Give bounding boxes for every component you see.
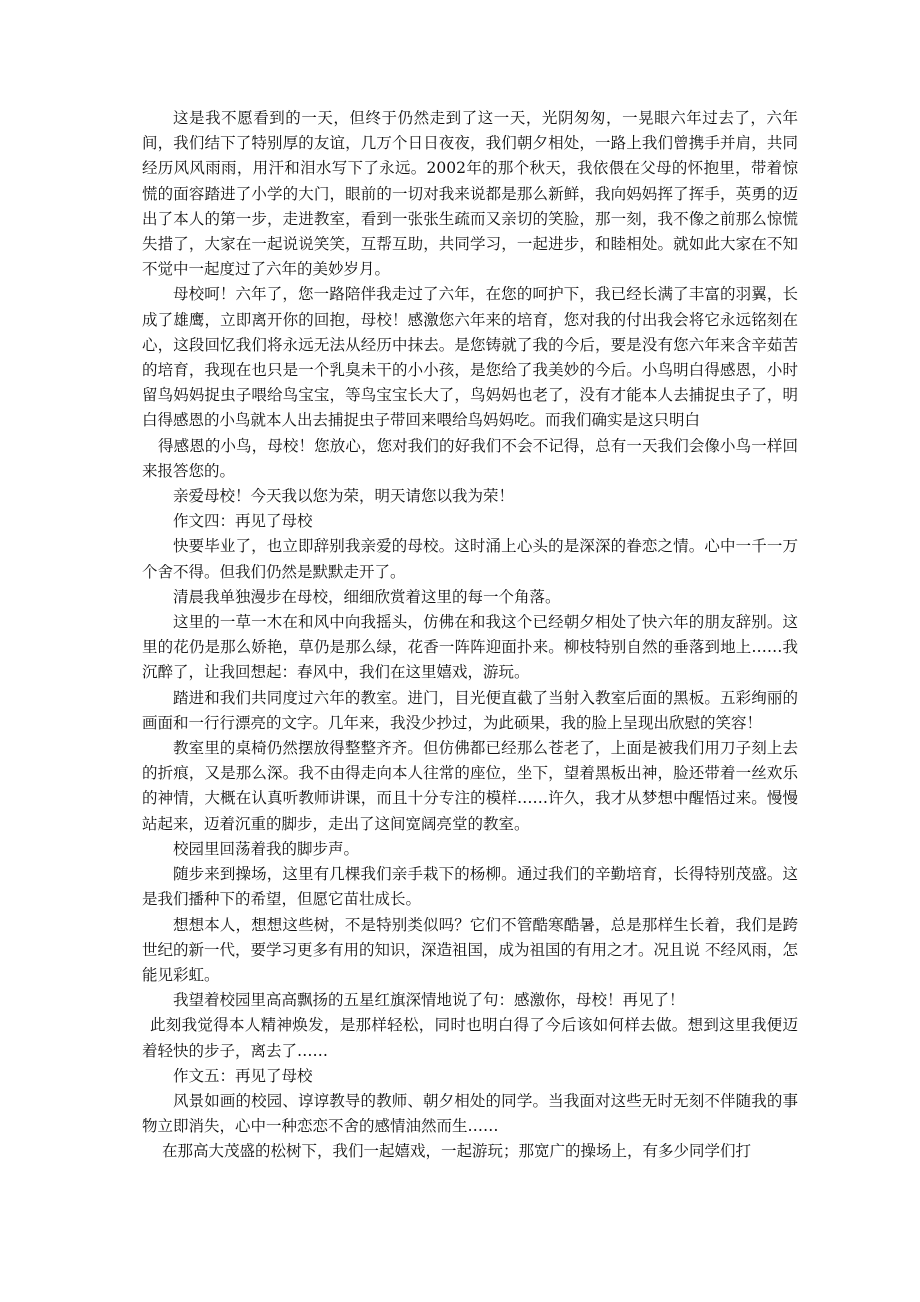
paragraph-intro: 这是我不愿看到的一天，但终于仍然走到了这一天，光阴匆匆，一晃眼六年过去了，六年间，我们结下了特别厚的友谊，几万个日日夜夜，我们朝夕相处，一路上我们曾携手并肩，共同经历风风雨雨，用汗和泪水写下了永远。2002年的那个秋天，我依偎在父母的怀抱里，带着惊慌的面容踏进了小学的大门，眼前的一切对我来说都是那么新鲜，我向妈妈挥了挥手，英勇的迈出了本人的第一步，走进教室，看到一张张生疏而又亲切的笑脸，那一刻，我不像之前那么惊慌失措了，大家在一起说说笑笑，互帮互助，共同学习，一起进步，和睦相处。就如此大家在不知不觉中一起度过了六年的美妙岁月。 — [142, 109, 798, 279]
paragraph-grateful-bird: 得感恩的小鸟，母校！您放心，您对我们的好我们不会不记得，总有一天我们会像小鸟一样回来报答您的。 — [142, 436, 798, 480]
paragraph-proud: 亲爱母校！今天我以您为荣，明天请您以我为荣！ — [173, 487, 515, 506]
essay-heading-four: 作文四：再见了母校 — [173, 512, 313, 531]
paragraph-morning-walk: 清晨我单独漫步在母校，细细欣赏着这里的每一个角落。 — [173, 587, 561, 606]
paragraph-desks: 教室里的桌椅仍然摆放得整整齐齐。但仿佛都已经那么苍老了，上面是被我们用刀子刻上去的折痕，又是那么深。我不由得走向本人往常的座位，坐下，望着黑板出神，脸还带着一丝欢乐的神情，大概在认真听教师讲课，而且十分专注的模样……许久，我才从梦想中醒悟过来。慢慢站起来，迈着沉重的脚步，走出了这间宽阔亮堂的教室。 — [142, 739, 798, 833]
paragraph-reflection: 想想本人，想想这些树，不是特别类似吗？它们不管酷寒酷暑，总是那样生长着，我们是跨世纪的新一代，要学习更多有用的知识，深造祖国，成为祖国的有用之才。况且说 不经风雨，怎能见彩虹。 — [142, 915, 798, 984]
document-body — [142, 106, 798, 1165]
essay-heading-five: 作文五：再见了母校 — [173, 1066, 313, 1085]
paragraph-pine-trees: 在那高大茂盛的松树下，我们一起嬉戏，一起游玩；那宽广的操场上，有多少同学们打 — [162, 1142, 752, 1161]
paragraph-farewell: 此刻我觉得本人精神焕发，是那样轻松，同时也明白得了今后该如何样去做。想到这里我便迈着轻快的步子，离去了…… — [142, 1016, 798, 1060]
paragraph-flag: 我望着校园里高高飘扬的五星红旗深情地说了句：感激你，母校！再见了！ — [173, 991, 685, 1010]
paragraph-classroom: 踏进和我们共同度过六年的教室。进门，目光便直截了当射入教室后面的黑板。五彩绚丽的画面和一行行漂亮的文字。几年来，我没少抄过，为此硕果，我的脸上呈现出欣慰的笑容！ — [142, 688, 798, 732]
paragraph-playground: 随步来到操场，这里有几棵我们亲手栽下的杨柳。通过我们的辛勤培育，长得特别茂盛。这是我们播种下的希望，但愿它苗壮成长。 — [142, 865, 798, 909]
paragraph-grass-and-trees: 这里的一草一木在和风中向我摇头，仿佛在和我这个已经朝夕相处了快六年的朋友辞别。这里的花仍是那么娇艳，草仍是那么绿，花香一阵阵迎面扑来。柳枝特别自然的垂落到地上……我沉醉了，让我回想起：春风中，我们在这里嬉戏，游玩。 — [142, 613, 798, 682]
paragraph-footsteps: 校园里回荡着我的脚步声。 — [173, 839, 360, 858]
paragraph-graduation: 快要毕业了，也立即辞别我亲爱的母校。这时涌上心头的是深深的眷恋之情。心中一千一万个舍不得。但我们仍然是默默走开了。 — [142, 537, 798, 581]
paragraph-scenery: 风景如画的校园、谆谆教导的教师、朝夕相处的同学。当我面对这些无时无刻不伴随我的事物立即消失，心中一种恋恋不舍的感情油然而生…… — [142, 1091, 798, 1136]
paragraph-gratitude: 母校呵！六年了，您一路陪伴我走过了六年，在您的呵护下，我已经长满了丰富的羽翼，长成了雄鹰，立即离开你的回抱，母校！感激您六年来的培育，您对我的付出我会将它永远铭刻在心，这段回忆我们将永远无法从经历中抹去。是您铸就了我的今后，要是没有您六年来含辛茹苦的培育，我现在也只是一个乳臭未干的小小孩，是您给了我美妙的今后。小鸟明白得感恩，小时留鸟妈妈捉虫子喂给鸟宝宝，等鸟宝宝长大了，鸟妈妈也老了，没有才能本人去捕捉虫子了，明白得感恩的小鸟就本人出去捕捉虫子带回来喂给鸟妈妈吃。而我们确实是这只明白 — [142, 285, 798, 430]
